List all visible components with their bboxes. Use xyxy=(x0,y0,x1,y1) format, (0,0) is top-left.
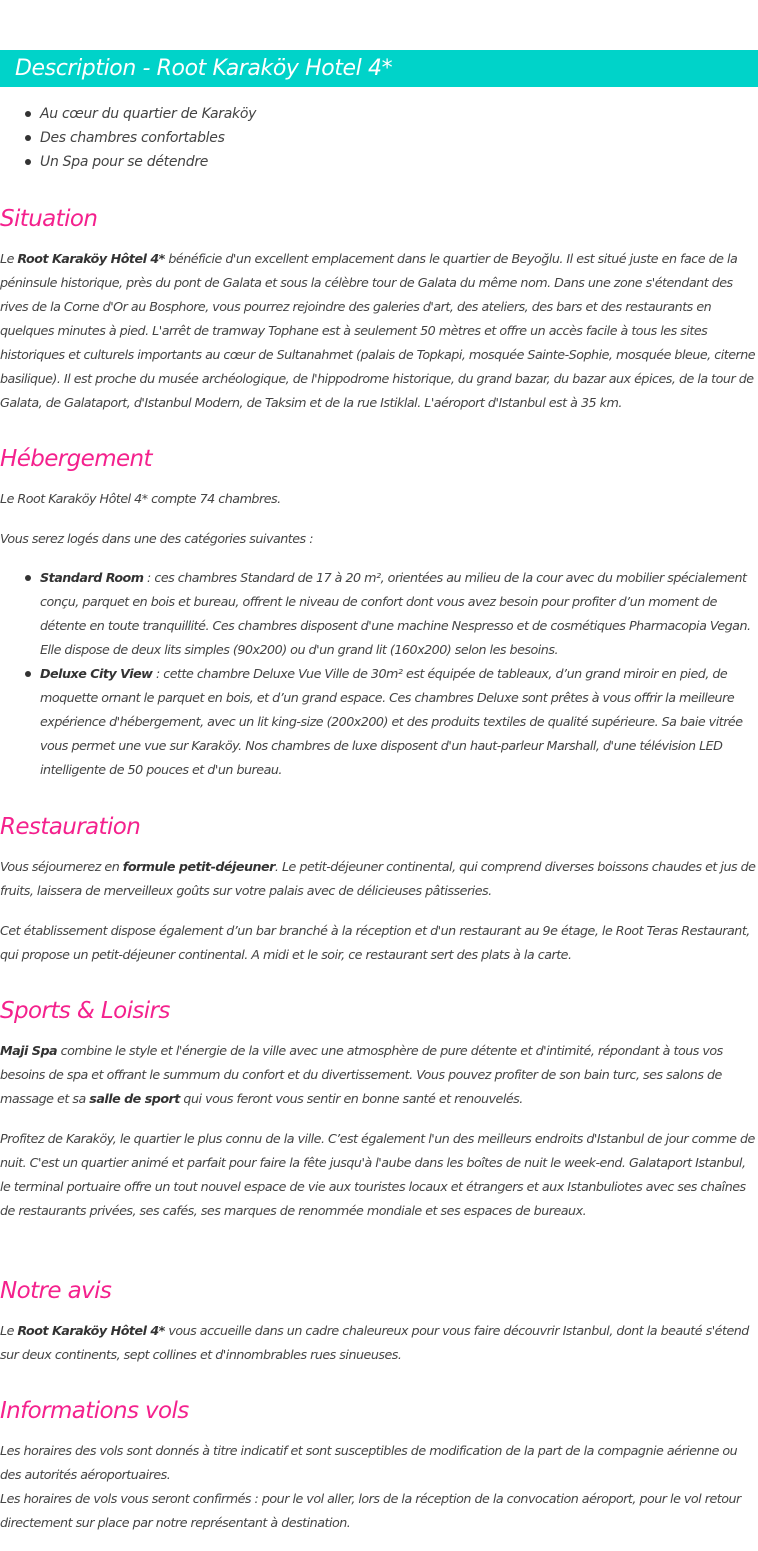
highlight-item: Un Spa pour se détendre xyxy=(40,150,256,174)
vols-paragraph xyxy=(0,1439,758,1535)
vols-line-2: Les horaires de vols vous seront confirmés : pour le vol aller, lors de la réception de la convocation aéroport, pour le vol retour directement sur place par notre représentant à destination. xyxy=(0,1491,741,1530)
meal-plan: formule petit-déjeuner xyxy=(122,859,275,874)
hotel-name: Root Karaköy Hôtel 4* xyxy=(17,251,165,266)
description-banner: Description - Root Karaköy Hotel 4* xyxy=(0,50,758,87)
room-deluxe: Deluxe City View : cette chambre Deluxe Vue Ville de 30m² est équipée de tableaux, d’un grand miroir en pied, de moquette ornant le parquet en bois, et d’un grand espace. Ces chambres Deluxe sont prêtes à vous offrir la meilleure expérience d'hébergement, avec un lit king-size (200x200) et des produits textiles de qualité supérieure. Sa baie vitrée vous permet une vue sur Karaköy. Nos chambres de luxe disposent d'un haut-parleur Marshall, d'une télévision LED intelligente de 50 pouces et d'un bureau. xyxy=(40,662,758,782)
avis-heading: Notre avis xyxy=(0,1278,112,1304)
hebergement-categories: Vous serez logés dans une des catégories suivantes : xyxy=(0,531,313,546)
sports-heading: Sports & Loisirs xyxy=(0,998,170,1024)
room-name: Deluxe City View xyxy=(40,666,153,681)
highlight-item: Des chambres confortables xyxy=(40,126,256,150)
highlight-item: Au cœur du quartier de Karaköy xyxy=(40,102,256,126)
spa-name: Maji Spa xyxy=(0,1043,58,1058)
hebergement-heading: Hébergement xyxy=(0,446,152,472)
room-standard: Standard Room : ces chambres Standard de 17 à 20 m², orientées au milieu de la cour avec du mobilier spécialement conçu, parquet en bois et bureau, offrent le niveau de confort dont vous avez besoin pour profiter d’un moment de détente en toute tranquillité. Ces chambres disposent d'une machine Nespresso et de cosmétiques Pharmacopia Vegan. Elle dispose de deux lits simples (90x200) ou d'un grand lit (160x200) selon les besoins. xyxy=(40,566,758,662)
sports-paragraph-1: Maji Spa combine le style et l'énergie de la ville avec une atmosphère de pure détente et d'intimité, répondant à tous vos besoins de spa et offrant le summum du confort et du divertissement. Vous pouvez profiter de son bain turc, ses salons de massage et sa salle de sport qui vous feront vous sentir en bonne santé et renouvelés. xyxy=(0,1043,723,1106)
situation-paragraph: Le Root Karaköy Hôtel 4* bénéficie d'un excellent emplacement dans le quartier de Beyoğlu. Il est situé juste en face de la péninsule historique, près du pont de Galata et sous la célèbre tour de Galata du même nom. Dans une zone s'étendant des rives de la Corne d'Or au Bosphore, vous pourrez rejoindre des galeries d'art, des ateliers, des bars et des restaurants en quelques minutes à pied. L'arrêt de tramway Tophane est à seulement 50 mètres et offre un accès facile à tous les sites historiques et culturels importants au cœur de Sultanahmet (palais de Topkapi, mosquée Sainte-Sophie, mosquée bleue, citerne basilique). Il est proche du musée archéologique, de l'hippodrome historique, du grand bazar, du bazar aux épices, de la tour de Galata, de Galataport, d'Istanbul Modern, de Taksim et de la rue Istiklal. L'aéroport d'Istanbul est à 35 km. xyxy=(0,251,756,410)
room-name: Standard Room xyxy=(40,570,144,585)
hebergement-intro: Le Root Karaköy Hôtel 4* compte 74 chambres. xyxy=(0,491,281,506)
restauration-paragraph-2: Cet établissement dispose également d’un bar branché à la réception et d'un restaurant au 9e étage, le Root Teras Restaurant, qui propose un petit-déjeuner continental. A midi et le soir, ce restaurant sert des plats à la carte. xyxy=(0,923,750,962)
restauration-paragraph-1: Vous séjournerez en formule petit-déjeuner. Le petit-déjeuner continental, qui comprend diverses boissons chaudes et jus de fruits, laissera de merveilleux goûts sur votre palais avec de délicieuses pâtisseries. xyxy=(0,859,756,898)
vols-heading: Informations vols xyxy=(0,1398,189,1424)
highlights-list xyxy=(0,102,256,174)
vols-line-1: Les horaires des vols sont donnés à titre indicatif et sont susceptibles de modification de la part de la compagnie aérienne ou des autorités aéroportuaires. xyxy=(0,1443,738,1482)
situation-heading: Situation xyxy=(0,206,98,232)
gym-name: salle de sport xyxy=(89,1091,180,1106)
room-categories-list xyxy=(0,566,758,782)
avis-paragraph: Le Root Karaköy Hôtel 4* vous accueille dans un cadre chaleureux pour vous faire découvrir Istanbul, dont la beauté s'étend sur deux continents, sept collines et d'innombrables rues sinueuses. xyxy=(0,1323,749,1362)
restauration-heading: Restauration xyxy=(0,814,141,840)
hotel-name: Root Karaköy Hôtel 4* xyxy=(17,1323,165,1338)
sports-paragraph-2: Profitez de Karaköy, le quartier le plus connu de la ville. C’est également l'un des meilleurs endroits d'Istanbul de jour comme de nuit. C'est un quartier animé et parfait pour faire la fête jusqu'à l'aube dans les boîtes de nuit le week-end. Galataport Istanbul, le terminal portuaire offre un tout nouvel espace de vie aux touristes locaux et étrangers et aux Istanbuliotes avec ses chaînes de restaurants privées, ses cafés, ses marques de renommée mondiale et ses espaces de bureaux. xyxy=(0,1131,755,1218)
